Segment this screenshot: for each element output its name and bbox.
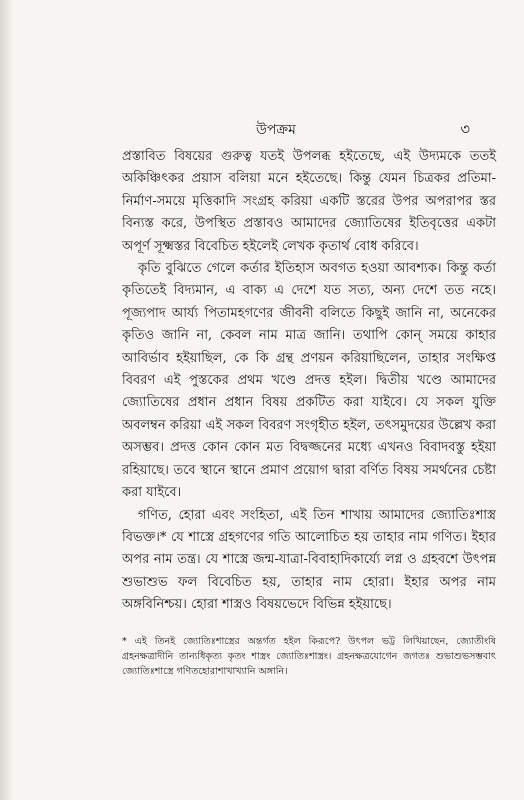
running-title: উপক্রম [256,122,296,138]
paragraph-3: গণিত, হোরা এবং সংহিতা, এই তিন শাখায় আমাদের জ্যোতিঃশাস্ত্র বিভক্ত।* যে শাস্ত্রে গ্রহগণের গতি আলোচিত হয় তাহার নাম গণিত। ইহার অপর নাম তন্ত্র। যে শাস্ত্রে জন্ম-যাত্রা-বিবাহাদিকার্য্যে লগ্ন ও গ্রহবশে উৎপন্ন শুভাশুভ ফল বিবেচিত হয়, তাহার নাম হোরা। ইহার অপর নাম অঙ্গবিনিশ্চয়। হোরা শাস্ত্রও বিষয়ভেদে বিভিন্ন হইয়াছে। [122,507,496,613]
running-header [150,118,470,138]
footnote [122,634,496,679]
footnote-text: * এই তিনই জ্যোতিঃশাস্ত্রের অন্তর্গত হইল কিরূপে? উৎপল ভট্ট লিখিয়াছেন, জ্যোতীংষি গ্রহনক্ষত্রাদীনি তান্যধিকৃত্য কৃতং শাস্ত্রং জ্যোতিঃশাস্ত্রং। গ্রহনক্ষত্রযোগেন জগতঃ শুভাশুভসম্ভবাৎ জ্যোতিঃশাস্ত্রে গণিতহোরাশাখাখ্যানি অঙ্গানি। [122,636,496,677]
paragraph-2: কৃতি বুঝিতে গেলে কর্তার ইতিহাস অবগত হওয়া আবশ্যক। কিন্তু কর্তা কৃতিতেই বিদ্যমান, এ বাক্য এ দেশে যত সত্য, অন্য দেশে তত নহে। পূজ্যপাদ আর্য্য পিতামহগণের জীবনী বলিতে কিছুই জানি না, অনেকের কৃতিও জানি না, কেবল নাম মাত্র জানি। তথাপি কোন্ সময়ে কাহার আবির্ভাব হইয়াছিল, কে কি গ্রন্থ প্রণয়ন করিয়াছিলেন, তাহার সংক্ষিপ্ত বিবরণ এই পুস্তকের প্রথম খণ্ডে প্রদত্ত হইল। দ্বিতীয় খণ্ডে আমাদের জ্যোতিষের প্রধান প্রধান বিষয় প্রকটিত করা যাইবে। যে সকল যুক্তি অবলম্বন করিয়া এই সকল বিবরণ সংগৃহীত হইল, তৎসমুদয়ের উল্লেখ করা অসম্ভব। প্রদত্ত কোন কোন মত বিদ্বজ্জনের মধ্যে এখনও বিবাদবস্তু হইয়া রহিয়াছে। তবে স্থানে স্থানে প্রমাণ প্রয়োগ দ্বারা বর্ণিত বিষয় সমর্থনের চেষ্টা করা যাইবে। [122,261,496,501]
page-binding-shadow [0,0,14,800]
body-text [122,146,496,617]
page-number: ৩ [460,120,470,138]
paragraph-1: প্রস্তাবিত বিষয়ের গুরুত্ব যতই উপলব্ধ হইতেছে, এই উদ্যমকে ততই অকিঞ্চিৎকর প্রয়াস বলিয়া মনে হইতেছে। কিন্তু যেমন চিত্রকর প্রতিমা-নির্মাণ-সময়ে মৃত্তিকাদি সংগ্রহ করিয়া একটি স্তরের উপর অপরাপর স্তর বিন্যস্ত করে, উপস্থিত প্রস্তাবও আমাদের জ্যোতিষের ইতিবৃত্তের একটা অপূর্ণ সূক্ষ্মস্তর বিবেচিত হইলেই লেখক কৃতার্থ বোধ করিবে। [122,149,496,254]
